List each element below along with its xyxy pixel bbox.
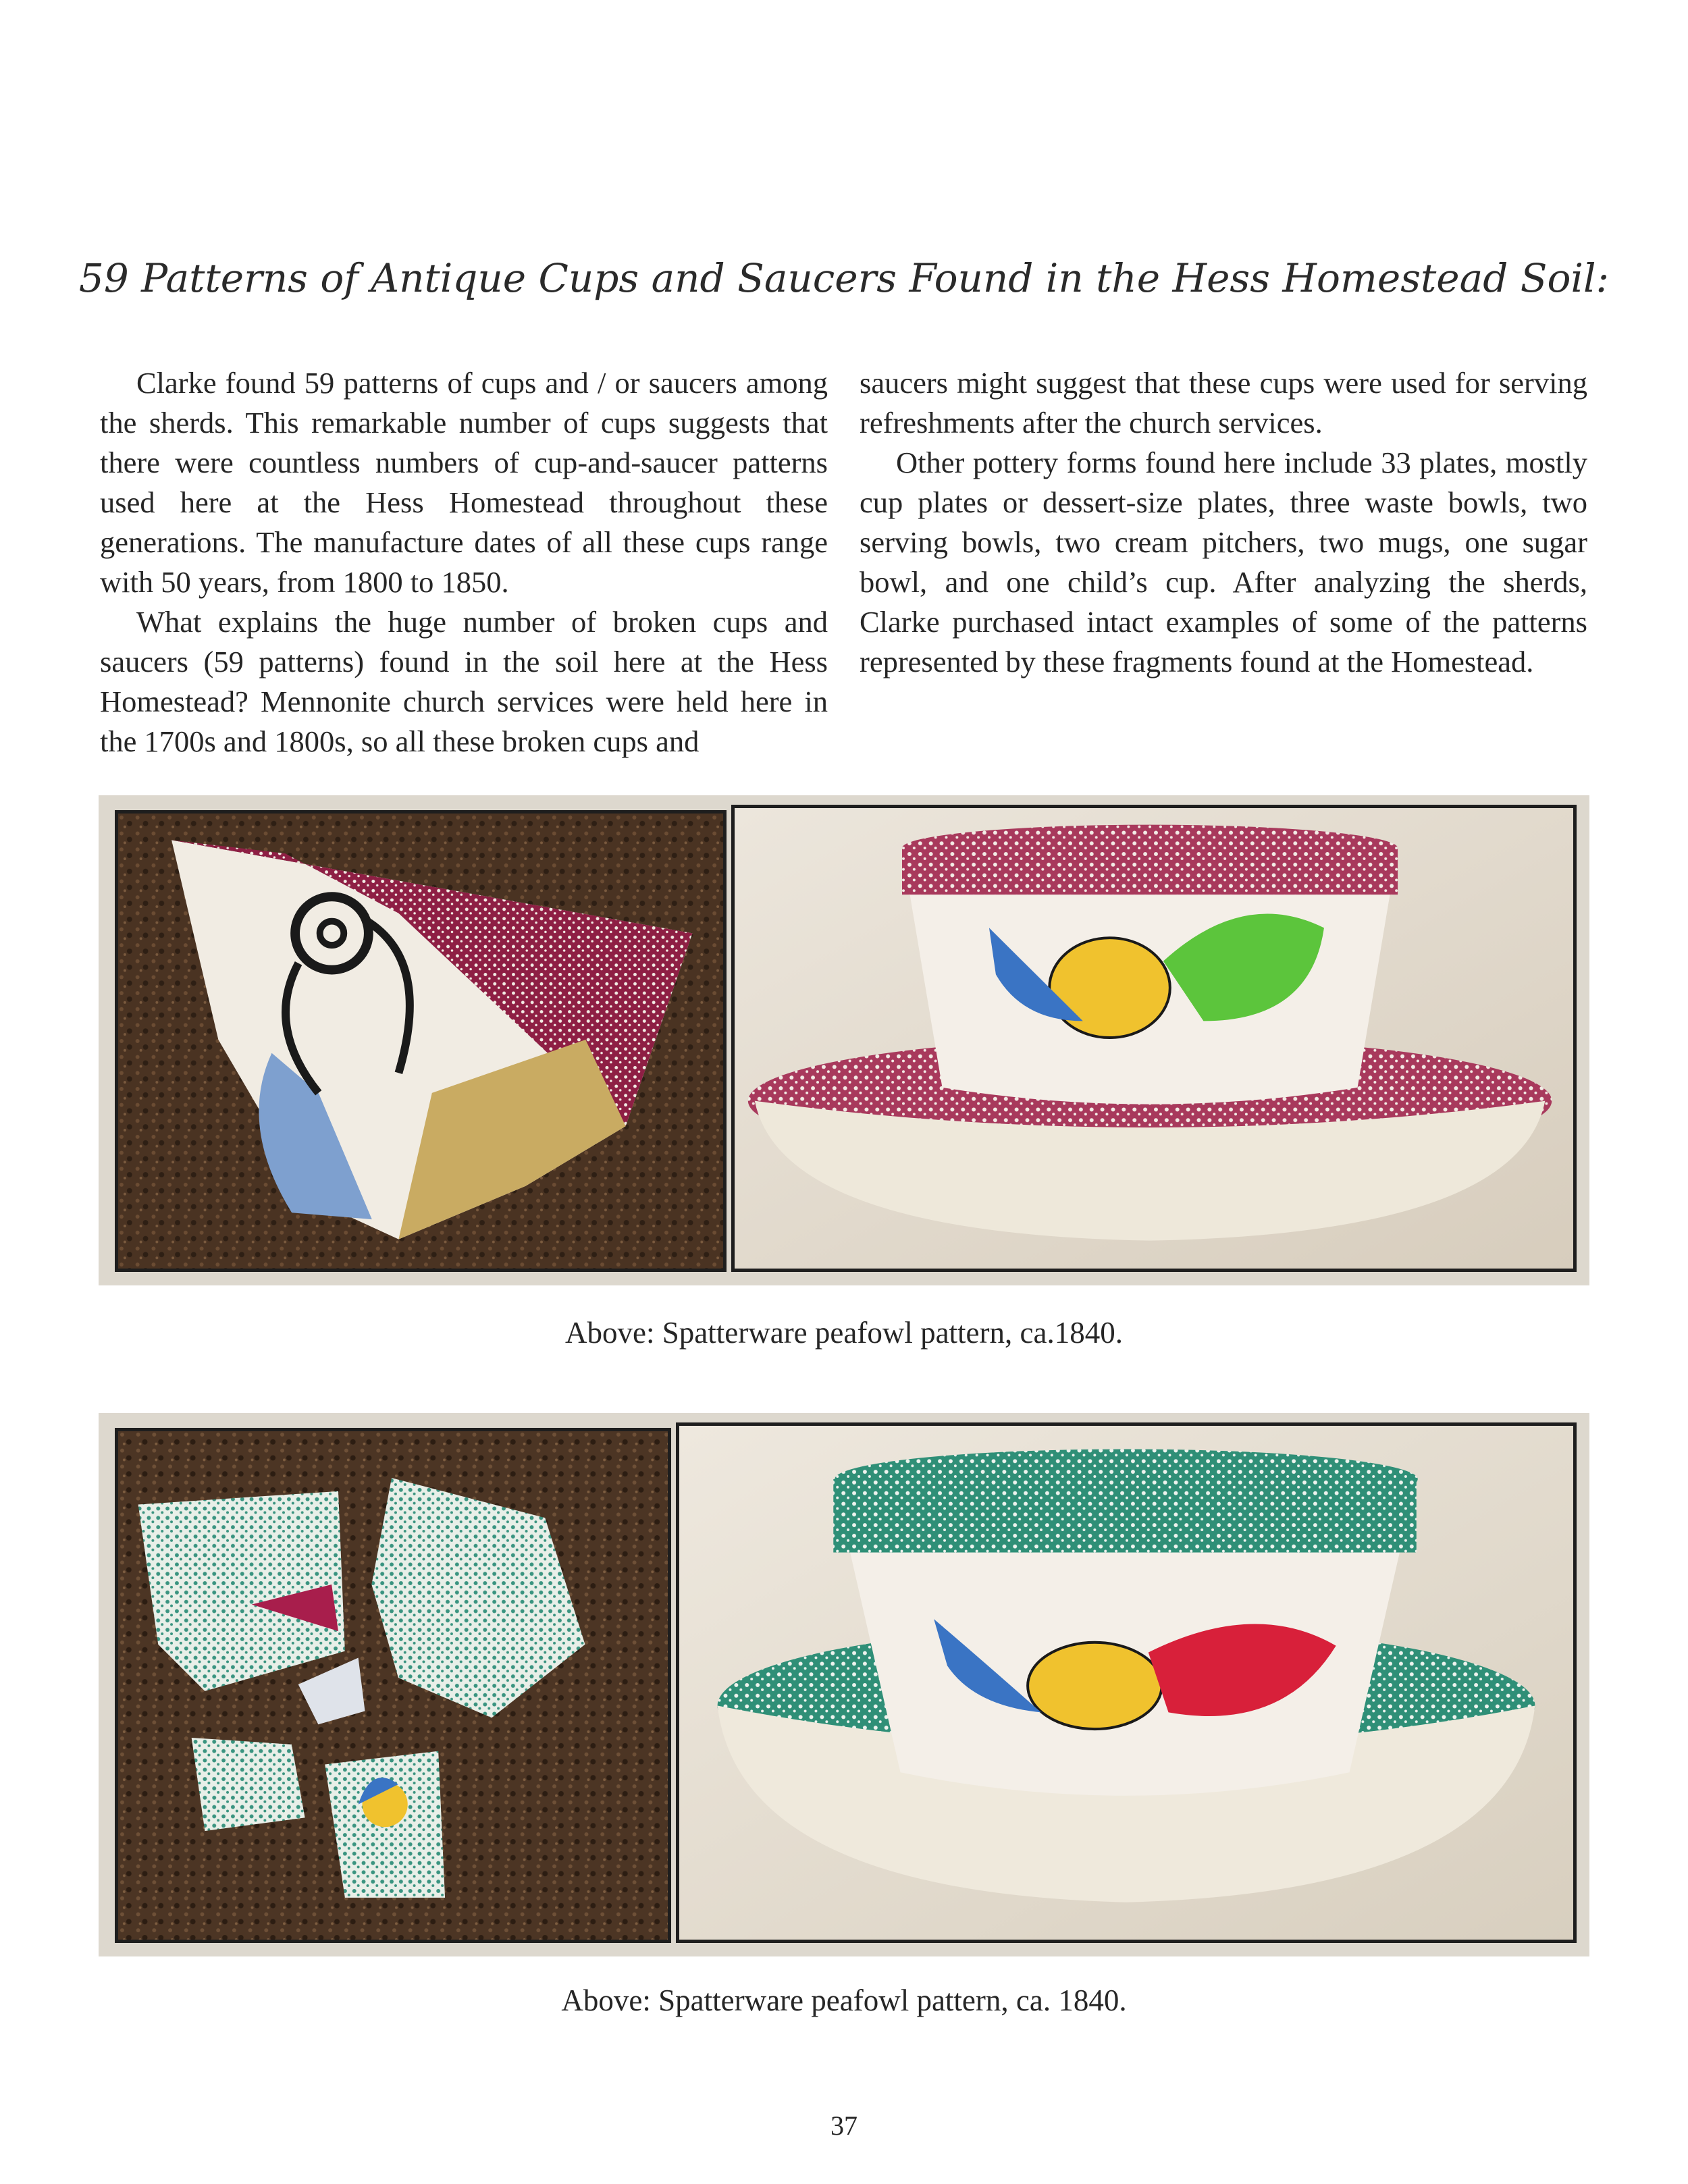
red-cup-photo <box>731 805 1577 1272</box>
figure-caption: Above: Spatterware peafowl pattern, ca. 1840. <box>561 1983 1127 2017</box>
figure-1 <box>99 795 1589 1285</box>
paragraph: What explains the huge number of broken cups and saucers (59 patterns) found in the soil here at the Hess Homestead? Mennonite church services were held here in the 1700s and 1800s, so all these broken cups and <box>100 605 828 758</box>
paragraph: Clarke found 59 patterns of cups and / or saucers among the sherds. This remarkable number of cups suggests that there were countless numbers of cup-and-saucer patterns used here at the Hess Homestead throughout these generations. The manufacture dates of all these cups range with 50 years, from 1800 to 1850. <box>100 366 828 599</box>
text-column-left <box>100 363 828 762</box>
red-sherd-photo <box>115 810 727 1272</box>
green-cup-photo <box>676 1422 1577 1943</box>
figure-2 <box>99 1413 1589 1956</box>
paragraph: Other pottery forms found here include 33 plates, mostly cup plates or dessert-size plates, three waste bowls, two serving bowls, two cream pitchers, two mugs, one sugar bowl, and one child’s cup. After analyzing the sherds, Clarke purchased intact examples of some of the patterns represented by these fragments found at the Homestead. <box>860 446 1587 678</box>
text-column-right <box>860 363 1587 682</box>
paragraph: saucers might suggest that these cups were used for serving refreshments after the church services. <box>860 366 1587 440</box>
green-sherds-photo <box>115 1428 671 1943</box>
page-number: 37 <box>830 2110 858 2141</box>
figure-caption: Above: Spatterware peafowl pattern, ca.1840. <box>565 1316 1123 1350</box>
page-title: 59 Patterns of Antique Cups and Saucers Found in the Hess Homestead Soil: <box>78 255 1610 301</box>
